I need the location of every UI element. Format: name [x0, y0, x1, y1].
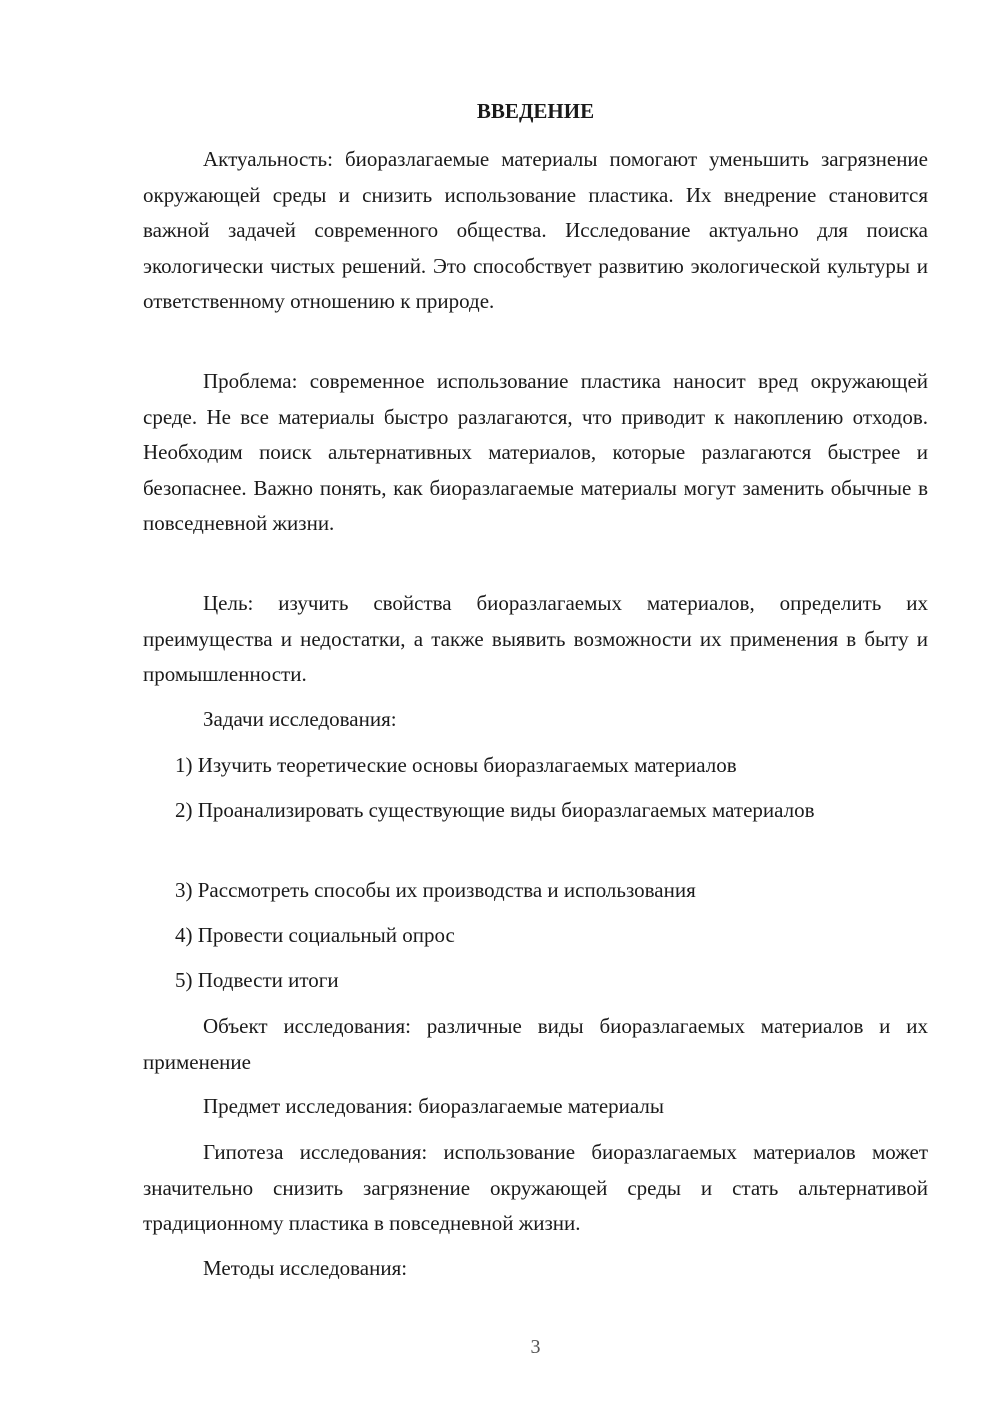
goal-paragraph: Цель: изучить свойства биоразлагаемых материалов, определить их преимущества и недостатки, а также выявить возможности их применения в быту и промышленности.	[143, 591, 928, 686]
task-item: 2) Проанализировать существующие виды биоразлагаемых материалов	[175, 798, 815, 822]
page-number: 3	[530, 1336, 541, 1358]
subject-paragraph: Предмет исследования: биоразлагаемые материалы	[203, 1094, 665, 1118]
task-item: 4) Провести социальный опрос	[175, 923, 455, 947]
task-item: 1) Изучить теоретические основы биоразлагаемых материалов	[175, 753, 737, 777]
methods-title: Методы исследования:	[203, 1256, 408, 1280]
relevance-paragraph: Актуальность: биоразлагаемые материалы помогают уменьшить загрязнение окружающей среды и снизить использование пластика. Их внедрение становится важной задачей современного общества. Исследование актуально для поиска экологически чистых решений. Это способствует развитию экологической культуры и ответственному отношению к природе.	[143, 147, 928, 313]
hypothesis-paragraph: Гипотеза исследования: использование биоразлагаемых материалов может значительно снизить загрязнение окружающей среды и стать альтернативой традиционному пластика в повседневной жизни.	[143, 1140, 928, 1235]
task-item: 5) Подвести итоги	[175, 968, 339, 992]
task-item: 3) Рассмотреть способы их производства и использования	[175, 878, 696, 902]
object-paragraph: Объект исследования: различные виды биоразлагаемых материалов и их применение	[143, 1014, 928, 1074]
problem-paragraph: Проблема: современное использование пластика наносит вред окружающей среде. Не все материалы быстро разлагаются, что приводит к накоплению отходов. Необходим поиск альтернативных материалов, которые разлагаются быстрее и безопаснее. Важно понять, как биоразлагаемые материалы могут заменить обычные в повседневной жизни.	[143, 369, 928, 535]
page-title: ВВЕДЕНИЕ	[476, 99, 595, 123]
tasks-title: Задачи исследования:	[203, 707, 397, 731]
